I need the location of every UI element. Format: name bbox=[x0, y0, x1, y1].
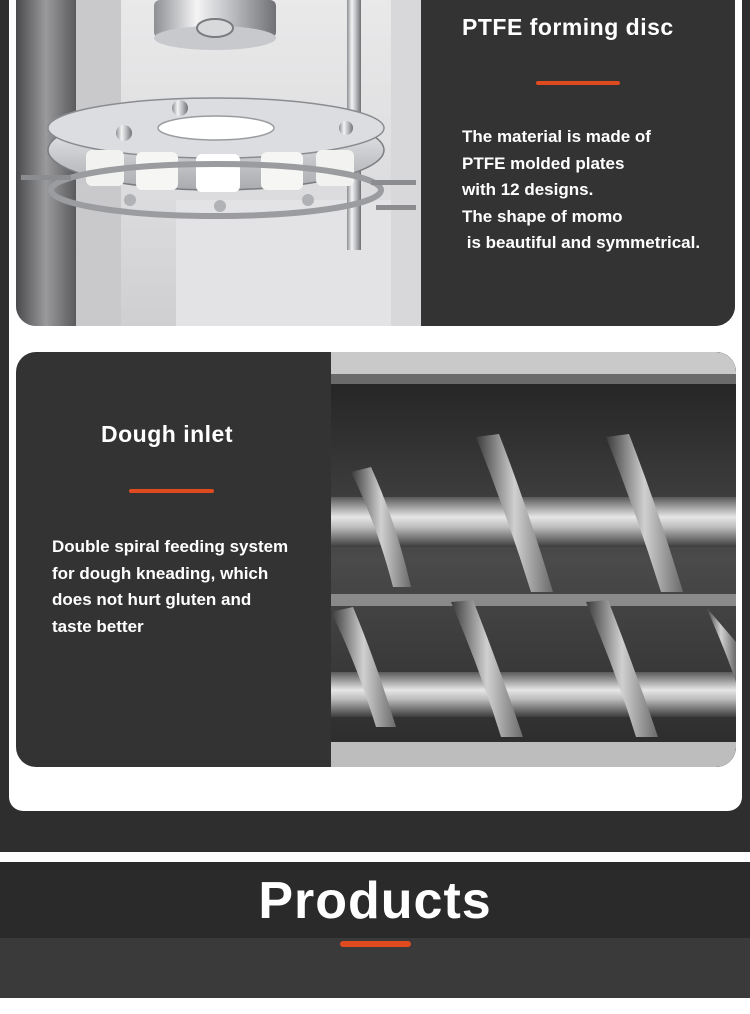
desc-line: PTFE molded plates bbox=[462, 153, 625, 173]
accent-bar-dough-inlet bbox=[129, 489, 214, 493]
forming-disc-illustration bbox=[16, 0, 421, 326]
accent-bar-forming-disc bbox=[536, 81, 620, 85]
desc-line: is beautiful and symmetrical. bbox=[462, 233, 701, 252]
desc-line: taste better bbox=[52, 616, 144, 636]
section-desc-dough-inlet bbox=[52, 534, 288, 640]
desc-line: with 12 designs. bbox=[462, 180, 594, 199]
desc-line: Double spiral feeding system bbox=[52, 537, 289, 556]
section-desc-forming-disc bbox=[462, 124, 700, 257]
products-heading: Products bbox=[258, 872, 492, 930]
accent-bar-products bbox=[340, 941, 411, 947]
desc-line: does not hurt gluten and bbox=[52, 590, 252, 609]
section-title-forming-disc: PTFE forming disc bbox=[462, 14, 674, 40]
spiral-screw-illustration bbox=[331, 352, 736, 767]
spiral-screw-photo bbox=[331, 352, 736, 767]
products-banner-lower bbox=[0, 938, 750, 998]
section-title-dough-inlet: Dough inlet bbox=[101, 421, 233, 447]
desc-line: for dough kneading, which bbox=[52, 563, 269, 583]
desc-line: The shape of momo bbox=[462, 206, 623, 226]
desc-line: The material is made of bbox=[462, 127, 651, 146]
forming-disc-photo bbox=[16, 0, 421, 326]
